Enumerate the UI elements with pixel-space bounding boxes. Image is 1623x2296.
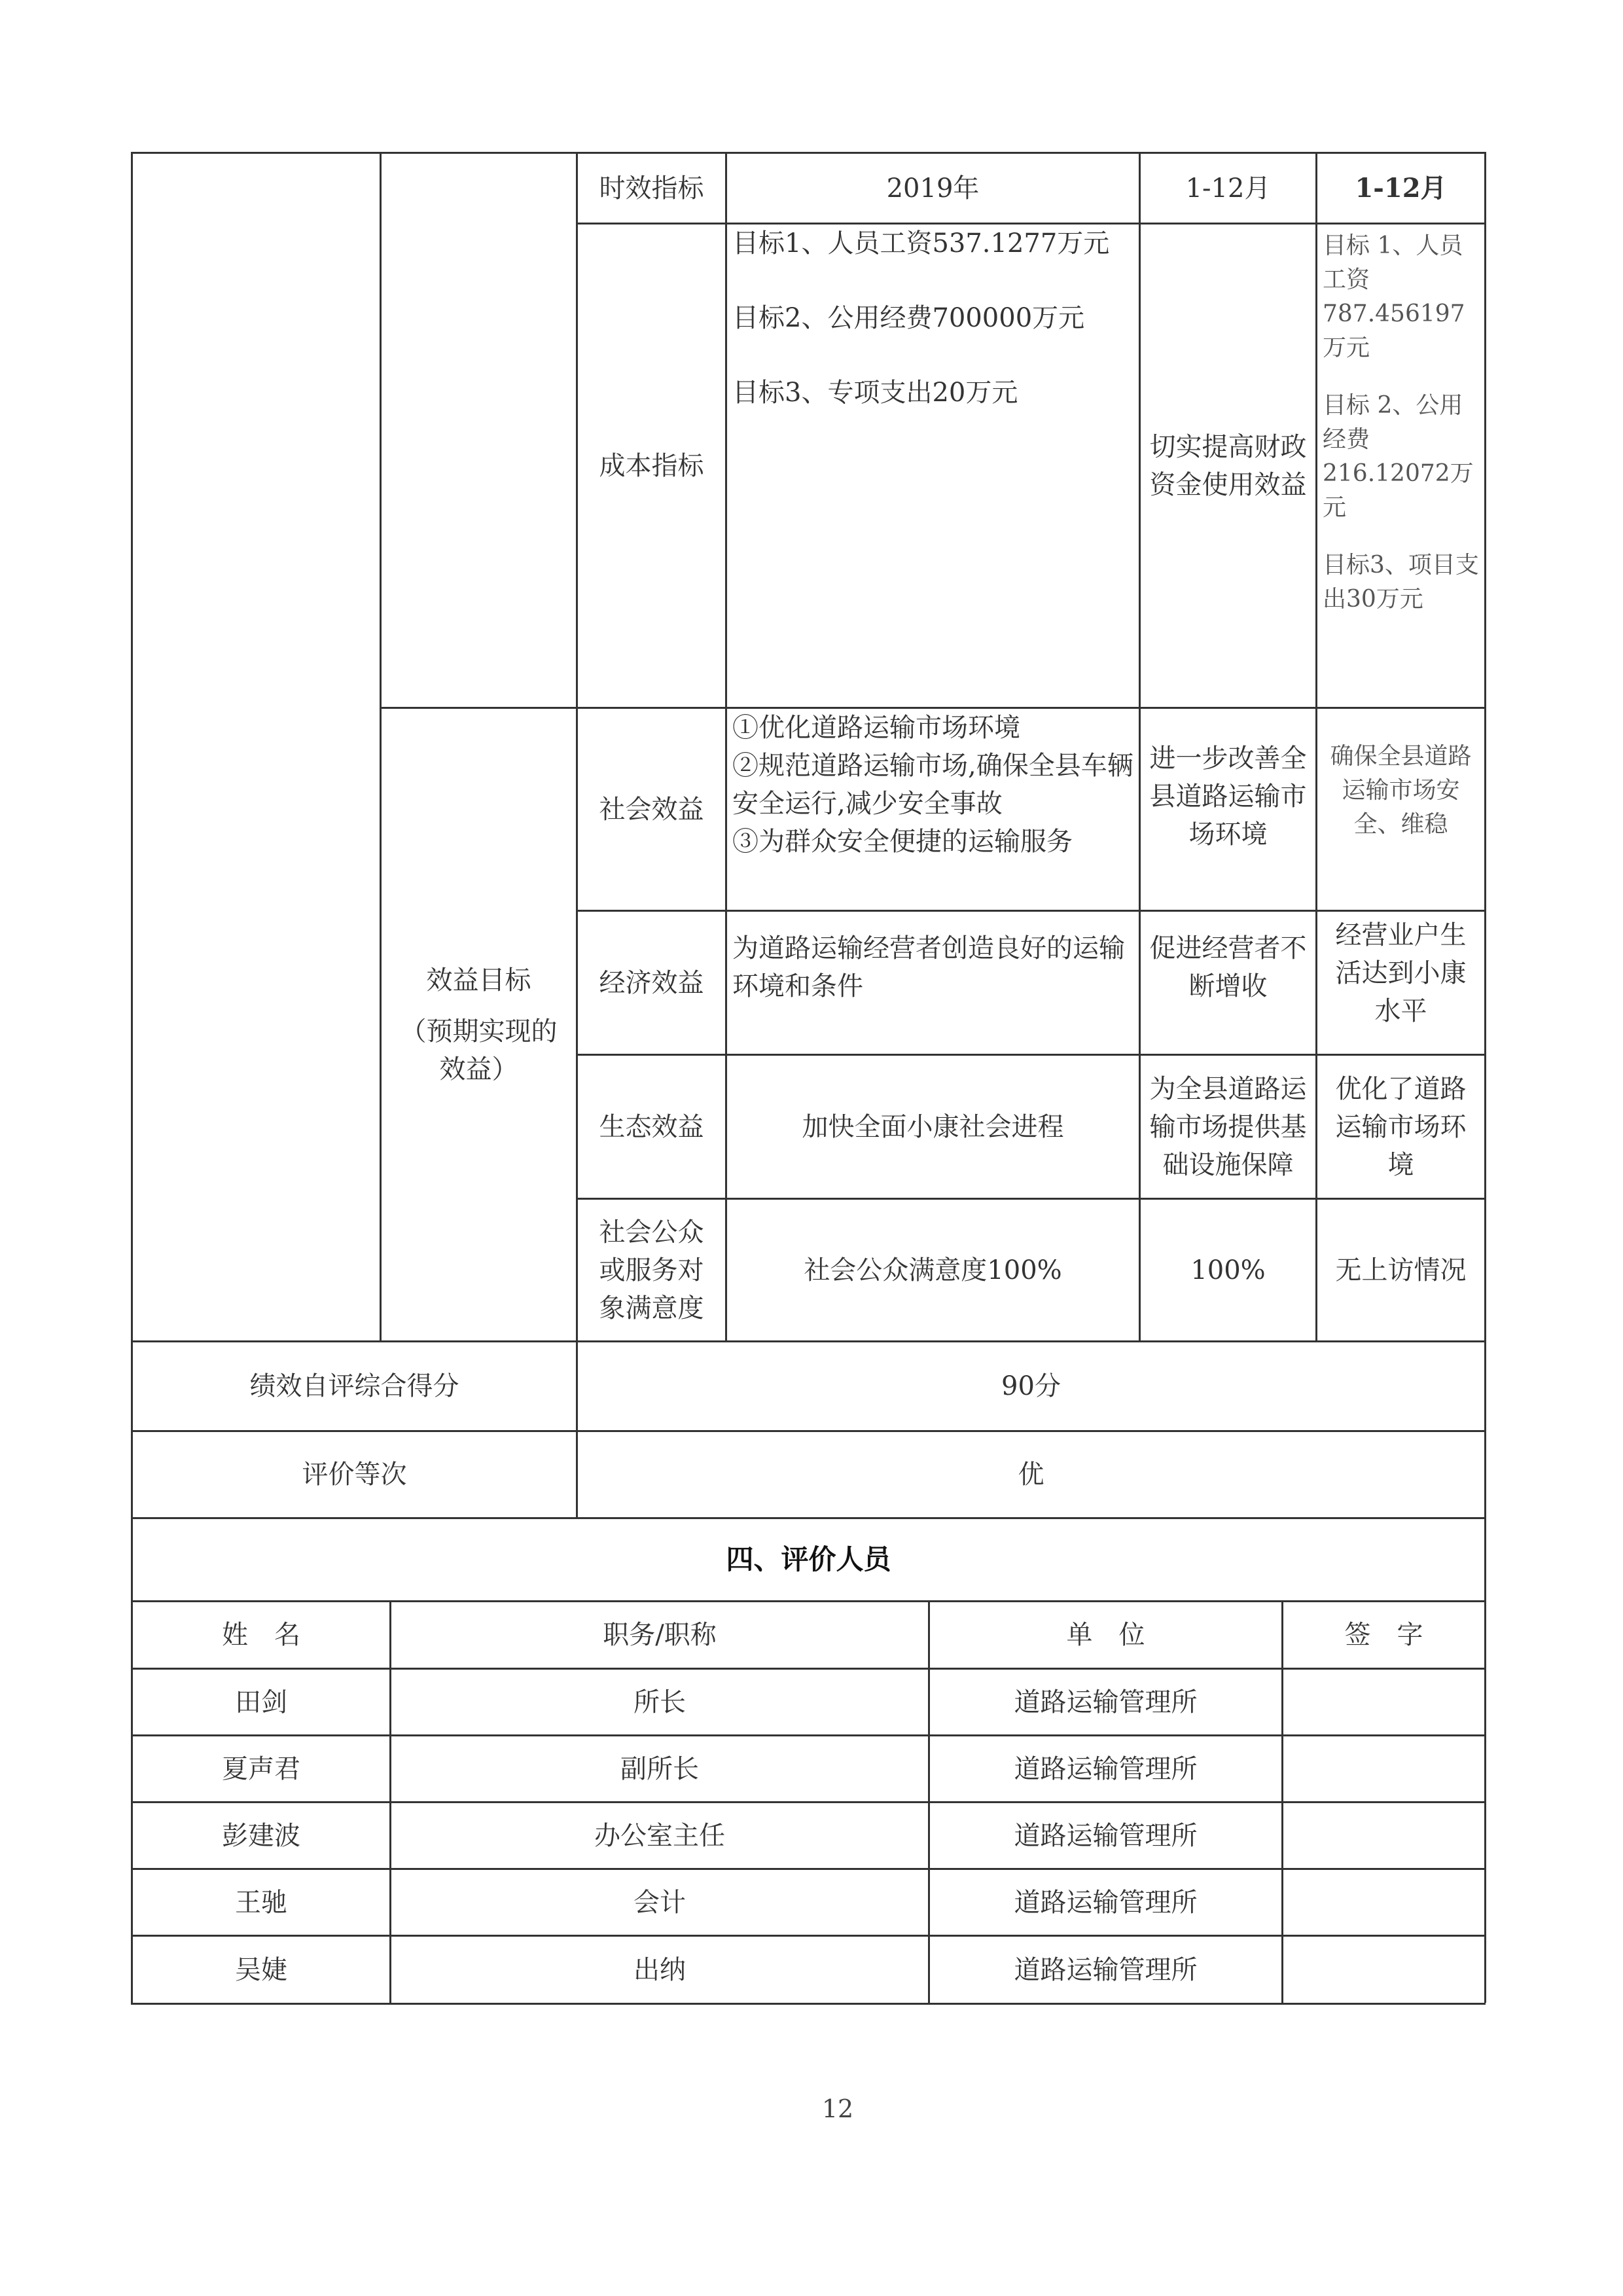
cost-planned-item: 目标2、公用经费700000万元 [732,303,1085,333]
header-name: 姓 名 [222,1620,300,1650]
economic-actual: 经营业户生活达到小康水平 [1335,920,1467,1026]
benefit-group-label [382,709,576,1340]
timeliness-planned: 2019年 [886,173,980,204]
ecological-label: 生态效益 [599,1111,704,1142]
satisfaction-target: 100% [1190,1255,1266,1285]
evaluator-unit: 道路运输管理所 [1014,1687,1198,1717]
cost-actual-item: 目标3、项目支出30万元 [1323,552,1479,613]
timeliness-label: 时效指标 [599,173,704,204]
evaluator-unit: 道路运输管理所 [1014,1820,1198,1851]
header-signature: 签 字 [1344,1620,1423,1650]
rule [1484,152,1486,2003]
section-title: 四、评价人员 [726,1543,891,1575]
evaluator-unit: 道路运输管理所 [1014,1954,1198,1985]
timeliness-actual: 1-12月 [1355,172,1447,204]
social-actual: 确保全县道路运输市场安全、维稳 [1330,743,1472,838]
social-planned [727,709,1139,910]
grade-value: 优 [1018,1460,1044,1490]
social-planned-item: ③为群众安全便捷的运输服务 [732,827,1073,857]
evaluator-name: 王驰 [235,1887,287,1918]
cost-actual-item: 目标 1、人员工资787.456197万元 [1323,232,1465,361]
rule [131,2003,1486,2005]
ecological-actual: 优化了道路运输市场环境 [1335,1073,1467,1180]
social-planned-item: ②规范道路运输市场,确保全县车辆安全运行,减少安全事故 [732,751,1133,819]
cost-actual-item: 目标 2、公用经费216.12072万元 [1323,392,1474,521]
page-number: 12 [821,2094,854,2123]
cost-planned-item: 目标1、人员工资537.1277万元 [732,228,1110,259]
cost-planned [727,224,1139,707]
evaluator-name: 田剑 [235,1687,287,1717]
score-label: 绩效自评综合得分 [249,1371,459,1401]
evaluator-title: 副所长 [620,1753,699,1784]
satisfaction-label: 社会公众或服务对象满意度 [599,1217,704,1323]
evaluator-title: 会计 [633,1887,686,1918]
header-title: 职务/职称 [603,1620,717,1650]
ecological-target: 为全县道路运输市场提供基础设施保障 [1149,1073,1307,1180]
satisfaction-actual: 无上访情况 [1335,1255,1467,1285]
cost-actual [1317,229,1484,707]
benefit-group-subtitle: （预期实现的效益） [400,1016,558,1085]
social-planned-item: ①优化道路运输市场环境 [732,713,1020,743]
benefit-group-title: 效益目标 [426,965,531,996]
evaluator-title: 出纳 [633,1954,686,1985]
score-value: 90分 [1001,1371,1061,1401]
evaluator-unit: 道路运输管理所 [1014,1887,1198,1918]
evaluator-title: 办公室主任 [594,1820,725,1851]
timeliness-target: 1-12月 [1185,173,1271,204]
economic-label: 经济效益 [599,967,704,998]
economic-planned: 为道路运输经营者创造良好的运输环境和条件 [732,933,1125,1001]
cost-planned-item: 目标3、专项支出20万元 [732,378,1018,408]
header-unit: 单 位 [1066,1620,1145,1650]
evaluator-name: 吴婕 [235,1954,287,1985]
cost-label: 成本指标 [599,450,704,481]
economic-target: 促进经营者不断增收 [1149,933,1307,1001]
social-label: 社会效益 [599,794,704,825]
social-target: 进一步改善全县道路运输市场环境 [1149,744,1307,850]
evaluator-name: 彭建波 [222,1820,300,1851]
evaluator-unit: 道路运输管理所 [1014,1753,1198,1784]
ecological-planned: 加快全面小康社会进程 [802,1111,1064,1142]
grade-label: 评价等次 [302,1460,407,1490]
satisfaction-planned: 社会公众满意度100% [804,1255,1062,1285]
cost-target: 切实提高财政资金使用效益 [1149,431,1307,500]
evaluator-name: 夏声君 [222,1753,300,1784]
evaluator-title: 所长 [633,1687,686,1717]
